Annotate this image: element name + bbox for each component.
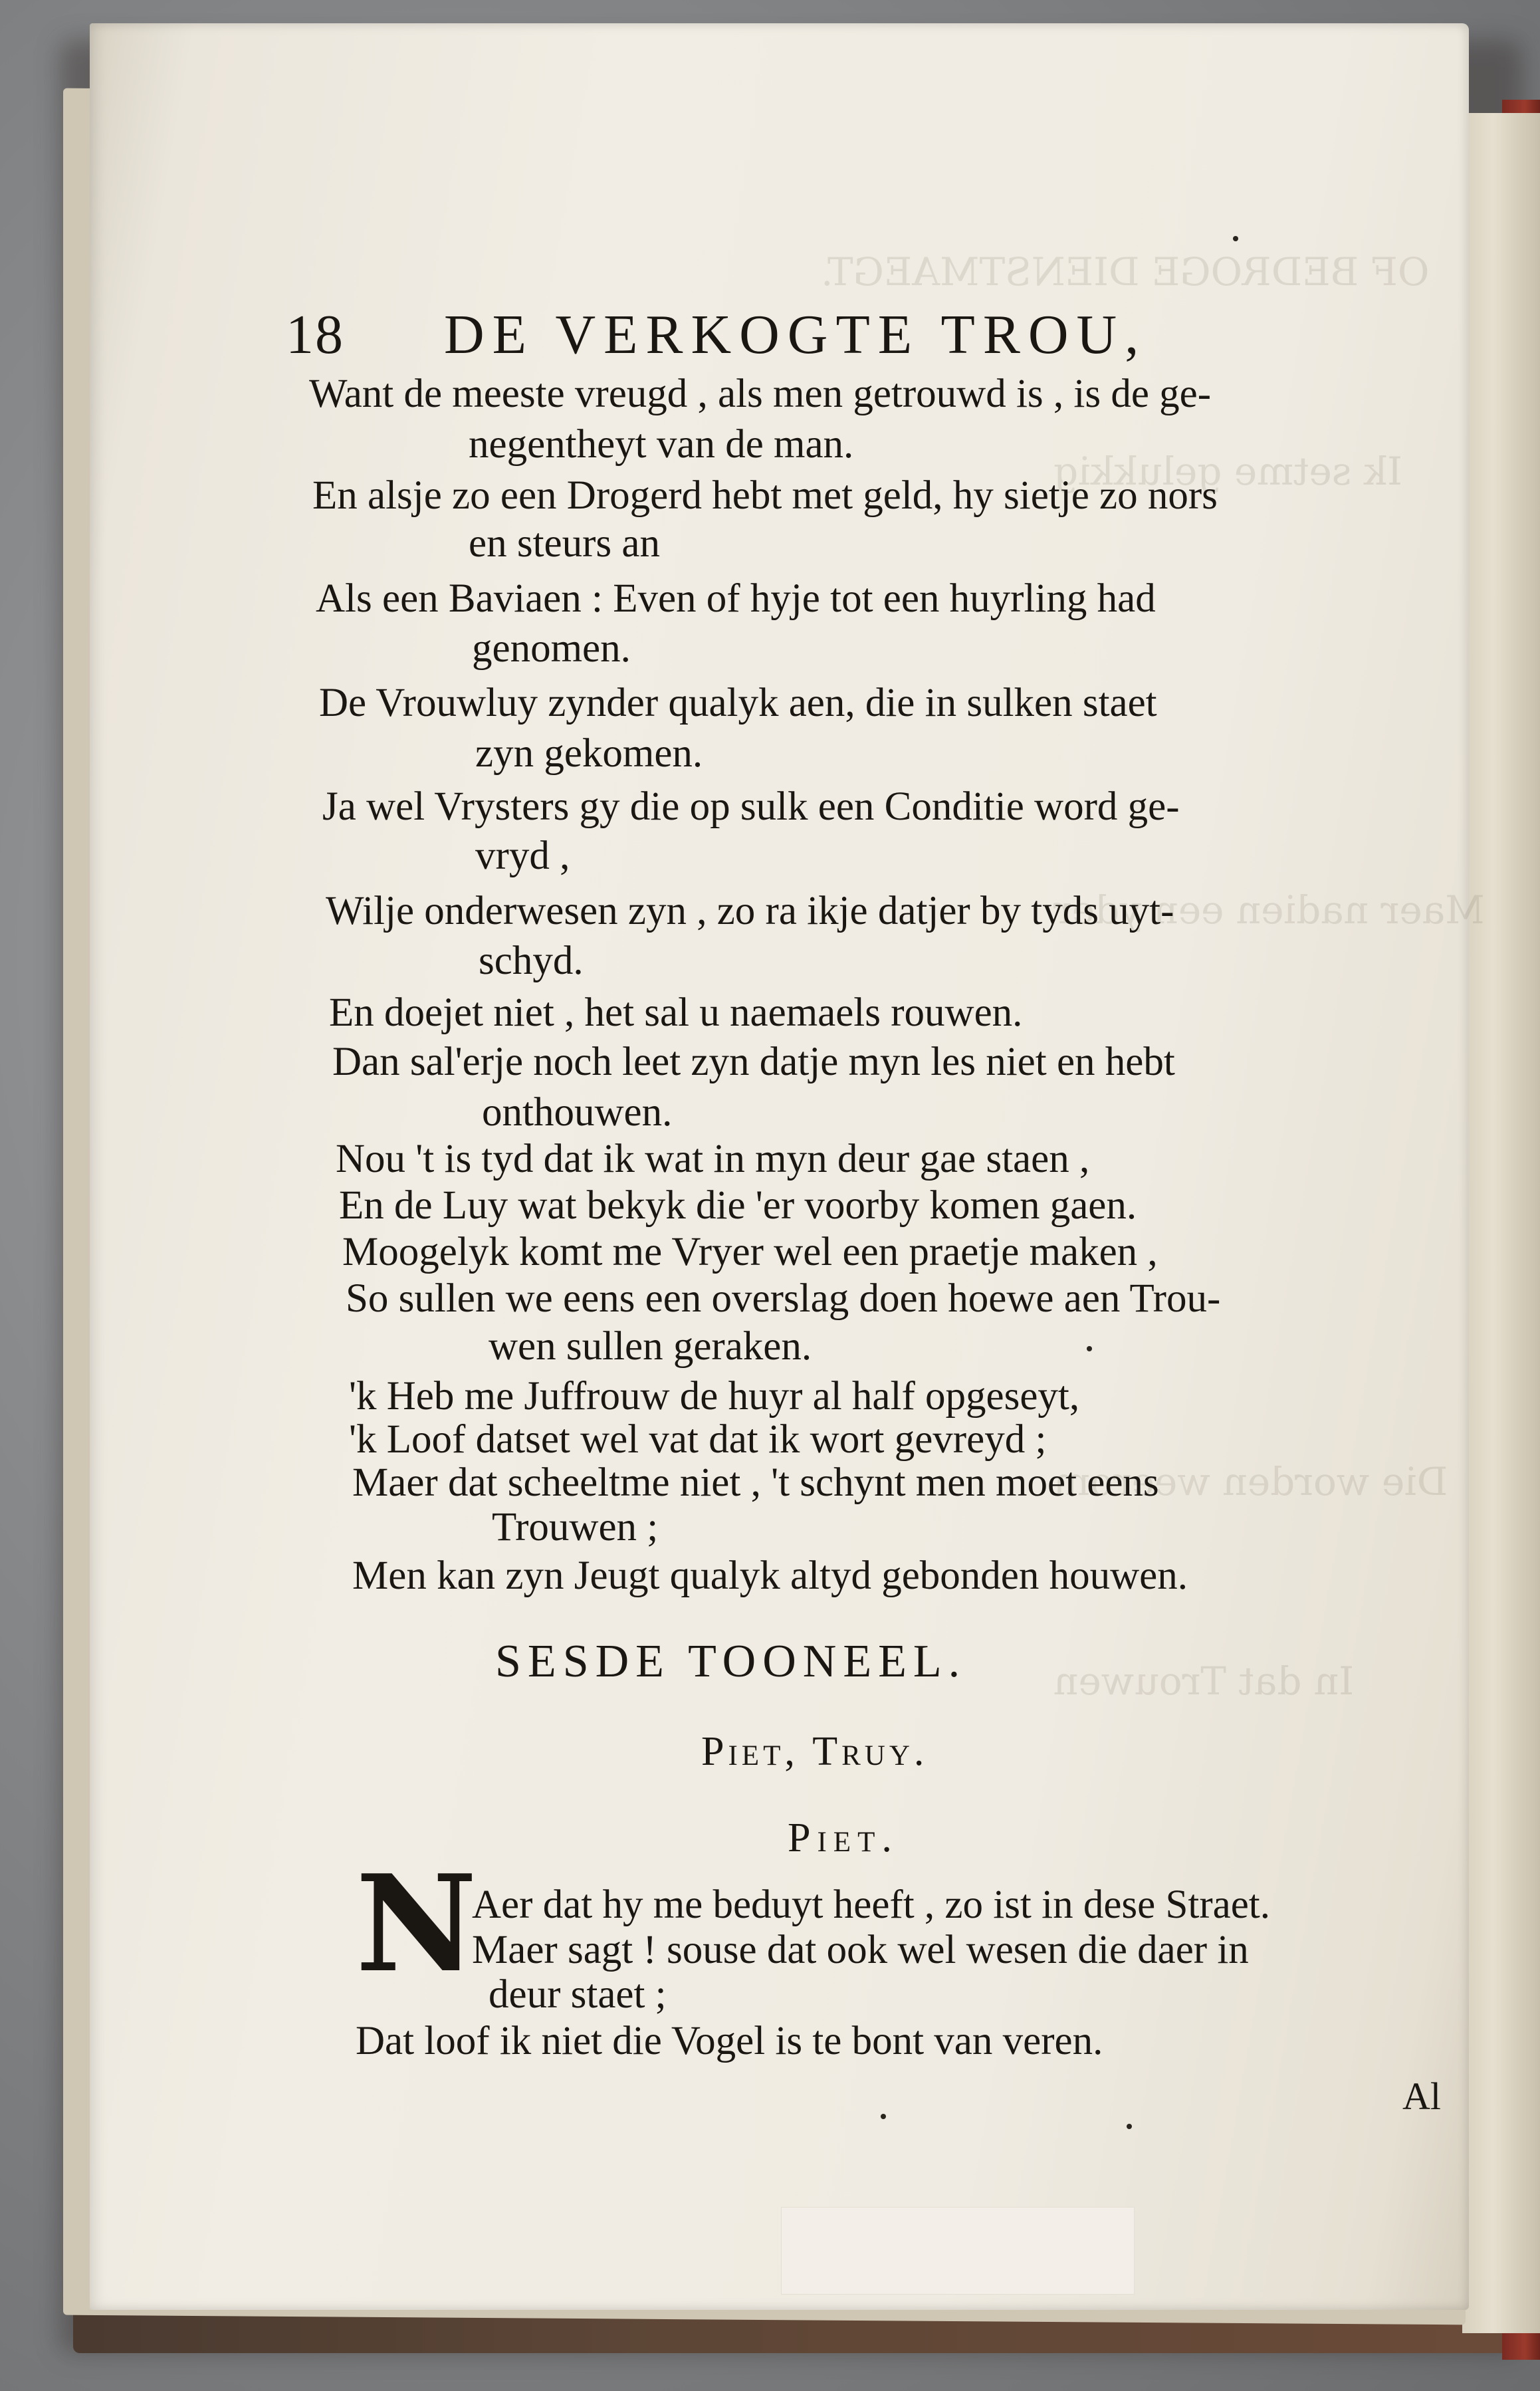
verse-line: genomen. (472, 626, 631, 671)
verse-line: Dan sal'erje noch leet zyn datje myn les niet en hebt (332, 1040, 1175, 1084)
verse-line: Dat loof ik niet die Vogel is te bont van veren. (356, 2019, 1103, 2063)
verse-line: Nou 't is tyd dat ik wat in myn deur gae staen , (336, 1137, 1090, 1181)
paper-speck (1087, 1346, 1092, 1351)
verse-line: Men kan zyn Jeugt qualyk altyd gebonden houwen. (352, 1553, 1188, 1598)
paper-speck (1233, 236, 1238, 241)
verse-line: Want de meeste vreugd , als men getrouwd is , is de ge- (309, 372, 1212, 416)
right-page-edge (1462, 113, 1540, 2333)
verse-line: schyd. (479, 939, 584, 983)
verse-line: vryd , (475, 834, 570, 878)
running-title: DE VERKOGTE TROU, (444, 304, 1147, 366)
show-through-text: OF BEDROGE DIENSTMAEGT. (821, 249, 1430, 294)
show-through-text: Die worden weerom (1053, 1459, 1448, 1504)
verse-line: Aer dat hy me beduyt heeft , zo ist in dese Straet. (472, 1882, 1270, 1927)
show-through-text: Maer nadien een yder (1053, 887, 1485, 933)
book-page (90, 23, 1485, 2310)
verse-line: negentheyt van de man. (469, 422, 854, 467)
scene-speakers: Piet, Truy. (701, 1729, 929, 1774)
drop-capital: N (356, 1846, 477, 2002)
page-number: 18 (286, 304, 344, 366)
verse-line: Wilje onderwesen zyn , zo ra ikje datjer by tyds uyt- (326, 889, 1174, 933)
verse-line: En alsje zo een Drogerd hebt met geld, hy sietje zo nors (312, 473, 1218, 518)
verse-line: Ja wel Vrysters gy die op sulk een Conditie word ge- (322, 784, 1180, 829)
verse-line: Maer dat scheeltme niet , 't schynt men moet eens (352, 1460, 1159, 1505)
speaker-label: Piet. (788, 1815, 899, 1861)
page-text (90, 23, 1469, 2310)
verse-line: zyn gekomen. (475, 731, 703, 776)
show-through-text: In dat Trouwen (1053, 1658, 1355, 1704)
scene-title: SESDE TOONEEL. (495, 1636, 967, 1687)
running-header (286, 302, 1147, 367)
verse-line: 'k Heb me Juffrouw de huyr al half opgeseyt, (349, 1374, 1080, 1419)
verse-line: So sullen we eens een overslag doen hoewe aen Trou- (346, 1276, 1221, 1321)
paper-speck (1127, 2124, 1132, 2129)
verse-line: onthouwen. (482, 1090, 673, 1135)
verse-line: Moogelyk komt me Vryer wel een praetje maken , (342, 1230, 1158, 1274)
verse-line: En de Luy wat bekyk die 'er voorby komen gaen. (339, 1183, 1137, 1228)
verse-line: Trouwen ; (492, 1505, 659, 1549)
verse-line: wen sullen geraken. (489, 1324, 812, 1369)
verse-line: De Vrouwluy zynder qualyk aen, die in sulken staet (319, 681, 1157, 725)
verse-line: deur staet ; (489, 1972, 667, 2017)
verse-line: Als een Baviaen : Even of hyje tot een huyrling had (316, 576, 1156, 621)
show-through-text: Ik setme gelukkig (1053, 449, 1402, 494)
paper-speck (881, 2114, 886, 2119)
verse-line: 'k Loof datset wel vat dat ik wort gevreyd ; (349, 1417, 1047, 1462)
verse-line: En doejet niet , het sal u naemaels rouwen. (329, 990, 1023, 1035)
catchword: Al (1402, 2075, 1441, 2118)
verse-line: Maer sagt ! souse dat ook wel wesen die daer in (472, 1928, 1249, 1972)
verse-line: en steurs an (469, 521, 660, 566)
redaction-label (781, 2207, 1135, 2295)
